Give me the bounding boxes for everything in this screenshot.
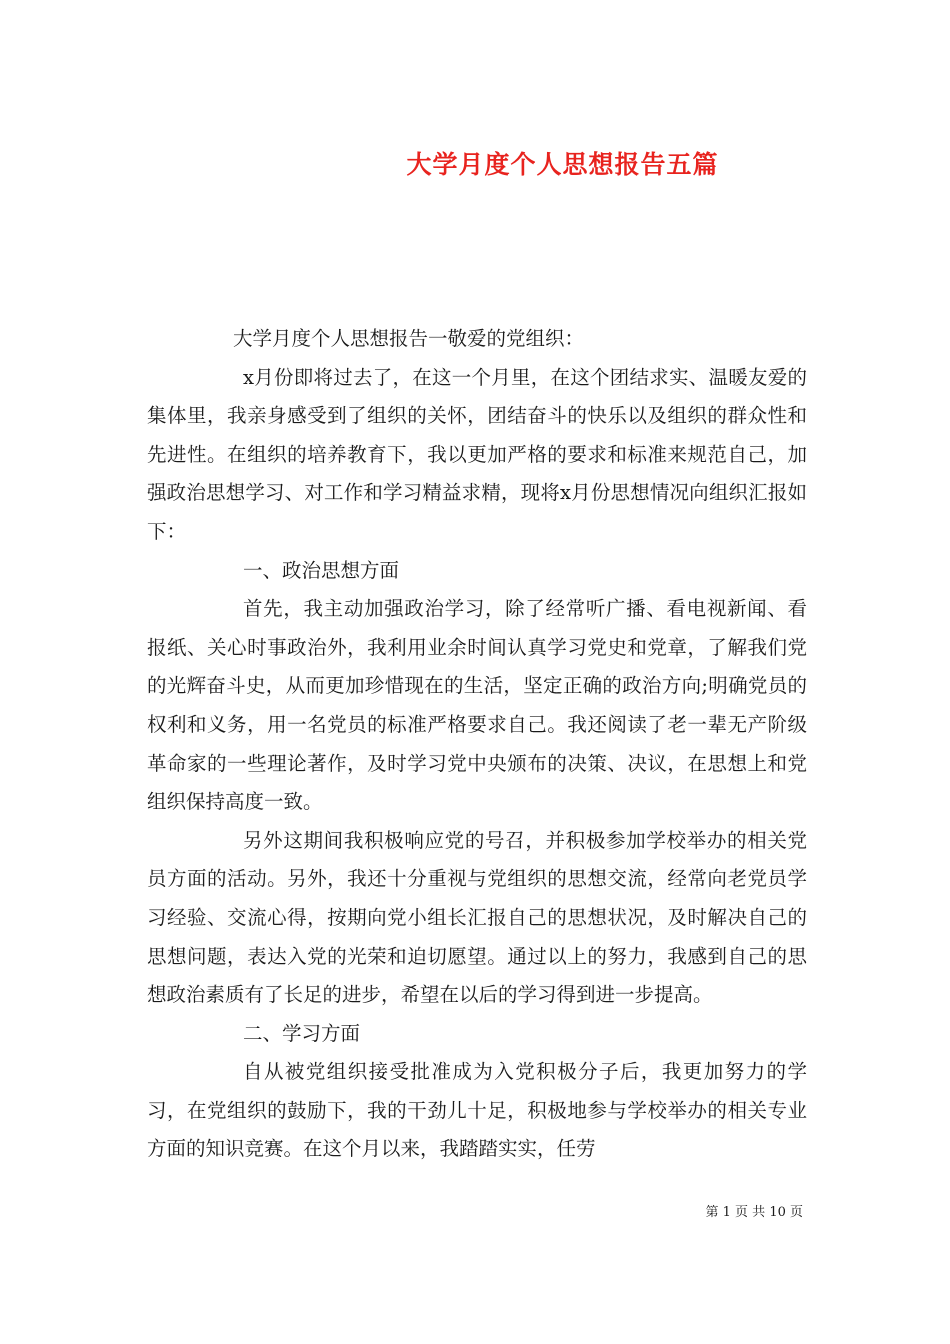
- body-paragraph: 另外这期间我积极响应党的号召，并积极参加学校举办的相关党员方面的活动。另外，我还十分重视与党组织的思想交流，经常向老党员学习经验、交流心得，按期向党小组长汇报自己的思想状况，及时解决自己的思想问题，表达入党的光荣和迫切愿望。通过以上的努力，我感到自己的思想政治素质有了长足的进步，希望在以后的学习得到进一步提高。: [147, 828, 807, 1007]
- salutation-paragraph: 大学月度个人思想报告一敬爱的党组织：: [233, 327, 585, 350]
- section-heading-politics: 一、政治思想方面: [243, 558, 400, 582]
- body-paragraph: 首先，我主动加强政治学习，除了经常听广播、看电视新闻、看报纸、关心时事政治外，我利用业余时间认真学习党史和党章，了解我们党的光辉奋斗史，从而更加珍惜现在的生活，坚定正确的政治方向;明确党员的权利和义务，用一名党员的标准严格要求自己。我还阅读了老一辈无产阶级革命家的一些理论著作，及时学习党中央颁布的决策、决议，在思想上和党组织保持高度一致。: [147, 597, 807, 814]
- document-body: [147, 320, 807, 1169]
- page-number-footer: 第 1 页 共 10 页: [705, 1205, 803, 1220]
- document-title: 大学月度个人思想报告五篇: [406, 149, 719, 179]
- body-paragraph: 自从被党组织接受批准成为入党积极分子后，我更加努力的学习，在党组织的鼓励下，我的干劲儿十足，积极地参与学校举办的相关专业方面的知识竞赛。在这个月以来，我踏踏实实，任劳: [147, 1060, 807, 1161]
- body-paragraph: x月份即将过去了，在这一个月里，在这个团结求实、温暖友爱的集体里，我亲身感受到了组织的关怀，团结奋斗的快乐以及组织的群众性和先进性。在组织的培养教育下，我以更加严格的要求和标准来规范自己，加强政治思想学习、对工作和学习精益求精，现将x月份思想情况向组织汇报如下：: [147, 365, 807, 543]
- section-heading-study: 二、学习方面: [243, 1021, 361, 1045]
